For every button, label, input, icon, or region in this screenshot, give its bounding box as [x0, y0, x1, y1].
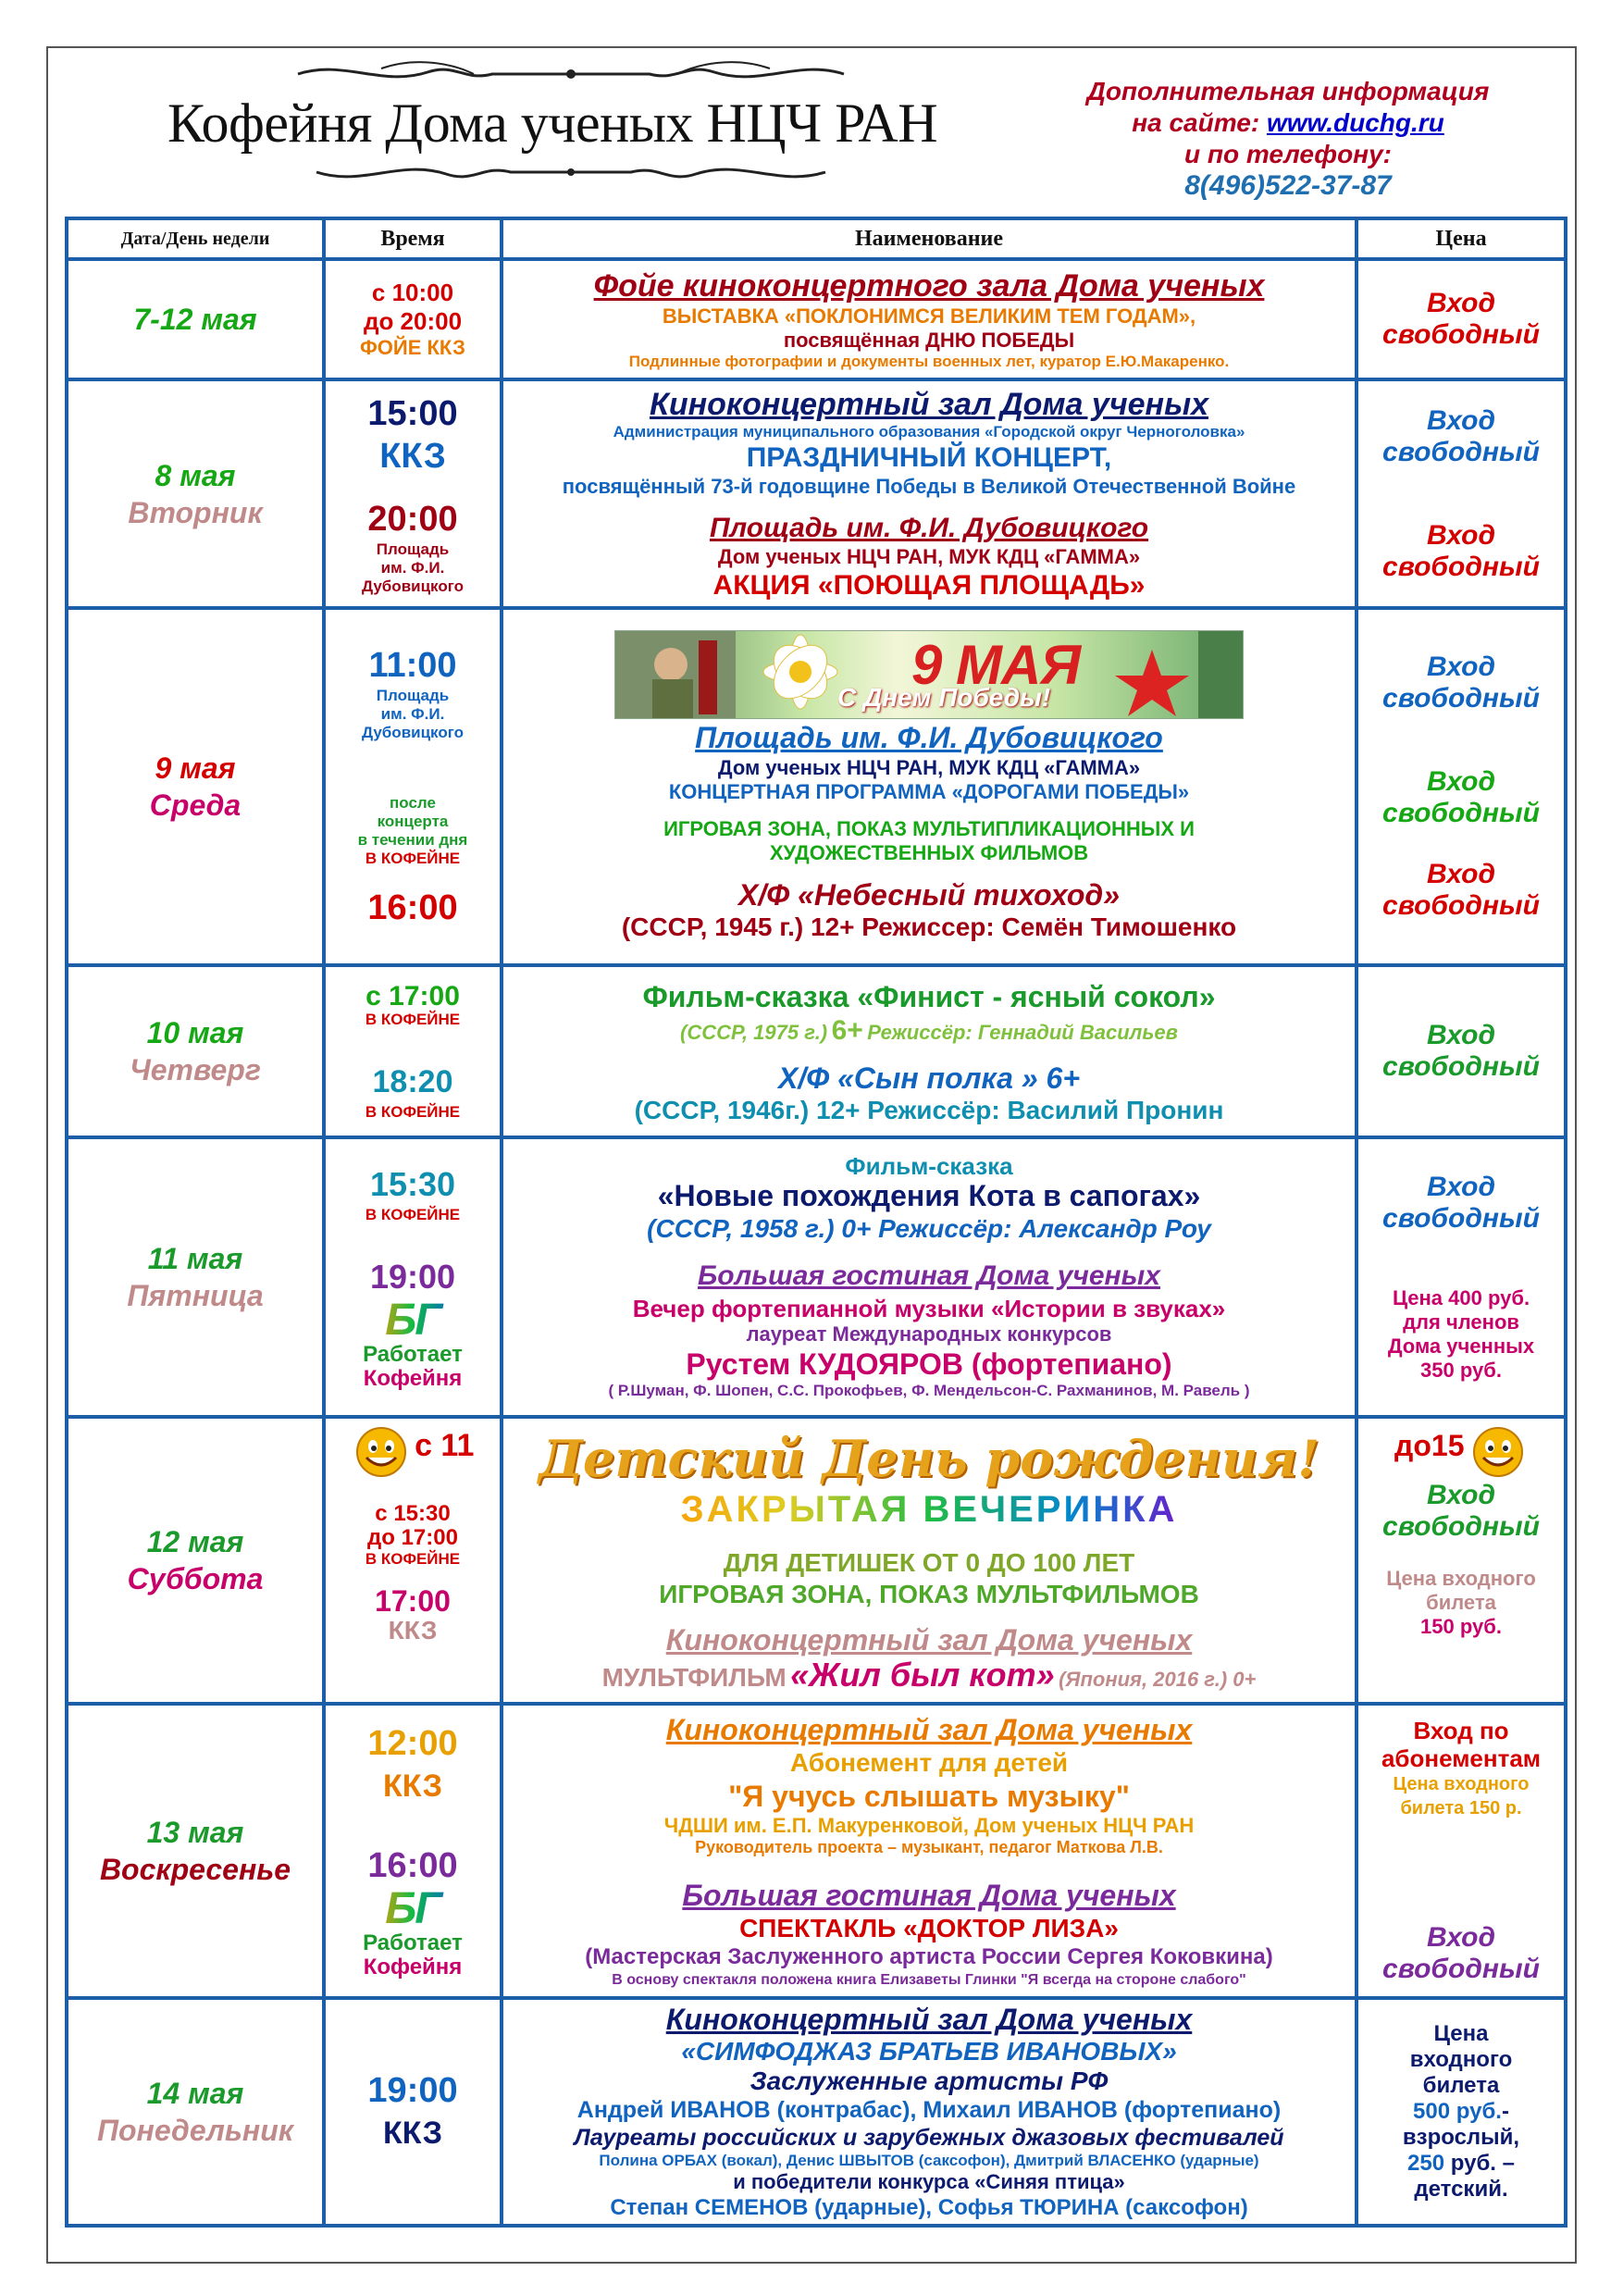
price: Вход — [1426, 1020, 1496, 1050]
price: Цена — [1433, 2021, 1489, 2046]
col-header-name: Наименование — [502, 218, 1357, 259]
price: Вход — [1426, 1922, 1496, 1953]
date-cell — [67, 1998, 324, 2226]
date: 13 мая — [146, 1816, 244, 1849]
cafe-logo — [104, 54, 1038, 211]
note: В основу спектакля положена книга Елизаветы Глинки "Я всегда на стороне слабого" — [612, 1972, 1246, 1988]
event-line: лауреат Международных конкурсов — [746, 1322, 1112, 1346]
film-info: (СССР, 1945 г.) 12+ Режиссер: Семён Тимошенко — [621, 912, 1237, 941]
price: 350 руб. — [1420, 1359, 1502, 1382]
film-title: Х/Ф «Сын полка » 6+ — [777, 1061, 1081, 1095]
venue: Площадь им. Ф.И. Дубовицкого — [695, 721, 1163, 754]
venue: Большая гостиная Дома ученых — [698, 1260, 1160, 1291]
header — [48, 48, 1575, 213]
film-info: (СССР, 1946г.) 12+ Режиссёр: Василий Пронин — [634, 1095, 1224, 1124]
price: свободный — [1382, 1203, 1540, 1234]
event-line: Абонемент для детей — [789, 1748, 1069, 1777]
price: Вход по — [1413, 1717, 1509, 1744]
weekday: Суббота — [127, 1562, 264, 1595]
note: Кофейня — [363, 1366, 463, 1391]
smiley-icon — [352, 1424, 411, 1480]
price-with-smiley — [1362, 1424, 1560, 1480]
cartoon: МУЛЬТФИЛЬМ «Жил был кот» (Япония, 2016 г.) 0+ — [601, 1656, 1257, 1694]
price: Вход — [1426, 766, 1496, 797]
event-title: СПЕКТАКЛЬ «ДОКТОР ЛИЗА» — [739, 1914, 1119, 1942]
col-header-price: Цена — [1357, 218, 1566, 259]
place: ККЗ — [388, 1616, 438, 1644]
table-row — [67, 965, 1566, 1137]
event-desc: посвящённый 73-й годовщине Победы в Великой Отечественной Войне — [562, 474, 1296, 498]
date-cell — [67, 1137, 324, 1417]
closed-party-title: ЗАКРЫТАЯ ВЕЧЕРИНКА — [507, 1488, 1351, 1531]
time: до 17:00 — [367, 1525, 458, 1550]
price: свободный — [1382, 1954, 1540, 1984]
event-line: посвящённая ДНЮ ПОБЕДЫ — [783, 329, 1075, 352]
event-line: ИГРОВАЯ ЗОНА, ПОКАЗ МУЛЬТФИЛЬМОВ — [659, 1580, 1199, 1608]
price-cell — [1357, 608, 1566, 965]
price-cell — [1357, 1137, 1566, 1417]
time-start: с 10:00 — [371, 279, 454, 306]
time: 15:00 — [367, 393, 458, 433]
event-cell — [502, 379, 1357, 608]
venue: Киноконцертный зал Дома ученых — [665, 2003, 1193, 2036]
time-cell — [324, 259, 502, 379]
venue: Фойе киноконцертного зала Дома ученых — [593, 268, 1265, 304]
event-cell — [502, 1704, 1357, 1998]
event-line: и победители конкурса «Синяя птица» — [733, 2170, 1125, 2193]
date-cell — [67, 1704, 324, 1998]
price: Вход — [1426, 859, 1496, 889]
price: Дома ученных — [1387, 1334, 1535, 1358]
price: абонементам — [1381, 1744, 1542, 1772]
place: В КОФЕЙНЕ — [365, 1010, 461, 1028]
event-title: ПРАЗДНИЧНЫЙ КОНЦЕРТ, — [746, 441, 1112, 473]
time: 19:00 — [367, 2071, 458, 2110]
event-note: Подлинные фотографии и документы военных лет, куратор Е.Ю.Макаренко. — [628, 353, 1230, 370]
table-row — [67, 1417, 1566, 1704]
info-line-1: Дополнительная информация — [1086, 77, 1490, 105]
event-title: АКЦИЯ «ПОЮЩАЯ ПЛОЩАДЬ» — [712, 569, 1146, 601]
col-header-time: Время — [324, 218, 502, 259]
price: Вход — [1426, 652, 1496, 682]
event-cell — [502, 1998, 1357, 2226]
price: билета — [1426, 1591, 1496, 1614]
date: 12 мая — [146, 1525, 244, 1558]
venue: Киноконцертный зал Дома ученых — [649, 386, 1209, 422]
price: свободный — [1382, 890, 1540, 921]
price: свободный — [1382, 798, 1540, 828]
spacer — [1362, 1820, 1560, 1922]
price-cell — [1357, 965, 1566, 1137]
table-row — [67, 379, 1566, 608]
date-cell — [67, 259, 324, 379]
time: с 17:00 — [365, 980, 460, 1011]
venue: Площадь им. Ф.И. Дубовицкого — [709, 512, 1149, 543]
place: ККЗ — [379, 436, 446, 476]
film-info: (СССР, 1958 г.) 0+ Режиссёр: Александр Роу — [647, 1214, 1211, 1243]
time-cell — [324, 1704, 502, 1998]
time-cell — [324, 1998, 502, 2226]
date-cell — [67, 608, 324, 965]
price-cell — [1357, 1998, 1566, 2226]
time: с 15:30 — [375, 1501, 451, 1526]
info-line-2: на сайте: www.duchg.ru — [1132, 108, 1444, 137]
bg-logo: БГ — [329, 1887, 496, 1931]
time-end: до 20:00 — [363, 307, 463, 335]
col-header-date: Дата/День недели — [67, 218, 324, 259]
price: свободный — [1382, 551, 1540, 582]
date: 11 мая — [147, 1242, 243, 1275]
date-cell — [67, 379, 324, 608]
price: Вход — [1426, 404, 1496, 436]
price: Вход — [1426, 1172, 1496, 1202]
table-header-row — [67, 218, 1566, 259]
price: входного — [1409, 2047, 1513, 2072]
film-info: (СССР, 1975 г.) 6+ Режиссёр: Геннадий Васильев — [680, 1014, 1178, 1046]
venue: Большая гостиная Дома ученых — [682, 1879, 1176, 1912]
table-row — [67, 259, 1566, 379]
time: с 11 — [415, 1428, 475, 1464]
price-cell — [1357, 259, 1566, 379]
price: Вход — [1426, 519, 1496, 551]
price: свободный — [1382, 1051, 1540, 1082]
place: В КОФЕЙНЕ — [365, 1206, 461, 1223]
price-cell — [1357, 379, 1566, 608]
time: 17:00 — [375, 1584, 451, 1618]
film-title: Х/Ф «Небесный тихоход» — [738, 878, 1120, 912]
note: Руководитель проекта – музыкант, педагог Маткова Л.В. — [695, 1838, 1163, 1856]
date: 7-12 мая — [133, 303, 257, 336]
place: ФОЙЕ ККЗ — [360, 336, 465, 359]
event-cell — [502, 259, 1357, 379]
table-row — [67, 1704, 1566, 1998]
event-line: ХУДОЖЕСТВЕННЫХ ФИЛЬМОВ — [769, 841, 1089, 864]
event-cell — [502, 1417, 1357, 1704]
event-line: Андрей ИВАНОВ (контрабас), Михаил ИВАНОВ (фортепиано) — [576, 2097, 1282, 2123]
organizer: Администрация муниципального образования «Городской округ Черноголовка» — [613, 422, 1245, 441]
banner-small-text: С Днем Победы! — [837, 683, 1051, 712]
table-row — [67, 1998, 1566, 2226]
banner-big-text: 9 МАЯ — [911, 634, 1081, 696]
price: Вход — [1426, 288, 1496, 318]
price-cell — [1357, 1704, 1566, 1998]
time-cell — [324, 1137, 502, 1417]
event-line: Заслуженные артисты РФ — [750, 2066, 1109, 2095]
date: 9 мая — [155, 751, 236, 785]
price: для членов — [1403, 1310, 1519, 1334]
price: детский. — [1414, 2177, 1508, 2202]
table-row — [67, 608, 1566, 965]
price: свободный — [1382, 1511, 1540, 1542]
time: 16:00 — [367, 888, 458, 927]
price-cell — [1357, 1417, 1566, 1704]
time-cell — [324, 379, 502, 608]
time-with-smiley — [329, 1424, 496, 1480]
time: 18:20 — [372, 1063, 453, 1099]
ornament-bottom-icon — [104, 155, 1038, 192]
contact-info — [992, 76, 1584, 202]
spacer — [329, 1480, 496, 1502]
event-cell — [502, 608, 1357, 965]
price: свободный — [1382, 683, 1540, 714]
note: Кофейня — [363, 1955, 463, 1980]
note: после — [390, 794, 436, 812]
date: 10 мая — [146, 1016, 244, 1049]
note: Полина ОРБАХ (вокал), Денис ШВЫТОВ (саксофон), Дмитрий ВЛАСЕНКО (ударные) — [599, 2152, 1259, 2169]
time: 15:30 — [369, 1165, 456, 1203]
event-title: КОНЦЕРТНАЯ ПРОГРАММА «ДОРОГАМИ ПОБЕДЫ» — [668, 780, 1190, 803]
price: свободный — [1382, 319, 1540, 350]
bg-logo: БГ — [329, 1298, 496, 1343]
date: 8 мая — [155, 458, 236, 492]
date: 14 мая — [146, 2077, 244, 2110]
weekday: Вторник — [128, 495, 263, 529]
weekday: Понедельник — [96, 2114, 294, 2147]
event-title: "Я учусь слышать музыку" — [728, 1780, 1130, 1813]
phone-number: 8(496)522-37-87 — [1184, 170, 1392, 201]
place: В КОФЕЙНЕ — [365, 1550, 461, 1568]
film-title: «Новые похождения Кота в сапогах» — [657, 1179, 1201, 1212]
weekday: Среда — [149, 788, 242, 822]
info-line-3: и по телефону: — [1184, 140, 1392, 168]
place: им. Ф.И. — [380, 558, 445, 577]
time: 19:00 — [369, 1258, 456, 1296]
venue: Киноконцертный зал Дома ученых — [665, 1623, 1193, 1657]
note: Работает — [363, 1342, 463, 1367]
event-line: Степан СЕМЕНОВ (ударные), Софья ТЮРИНА (саксофон) — [610, 2195, 1248, 2220]
time-cell — [324, 608, 502, 965]
price: 250 руб. – — [1407, 2151, 1515, 2176]
weekday: Четверг — [130, 1053, 261, 1086]
event-cell — [502, 1137, 1357, 1417]
time-cell — [324, 965, 502, 1137]
weekday: Пятница — [127, 1279, 264, 1312]
price: билета — [1422, 2073, 1500, 2098]
organizer: Дом ученых НЦЧ РАН, МУК КДЦ «ГАММА» — [717, 544, 1141, 568]
smiley-icon — [1468, 1424, 1528, 1480]
film-title: Фильм-сказка «Финист - ясный сокол» — [642, 979, 1216, 1013]
event-cell — [502, 965, 1357, 1137]
venue: Киноконцертный зал Дома ученых — [665, 1713, 1193, 1746]
place: ККЗ — [382, 2116, 443, 2151]
note: в течении дня — [357, 831, 468, 849]
note: В КОФЕЙНЕ — [365, 850, 461, 867]
event-title: Вечер фортепианной музыки «Истории в звуках» — [632, 1295, 1226, 1322]
time: 11:00 — [368, 646, 457, 685]
schedule-table — [65, 217, 1567, 2228]
kids-birthday-title: Детский День рождения! — [539, 1429, 1319, 1488]
price: 500 руб.- — [1413, 2099, 1509, 2124]
price: 150 руб. — [1420, 1615, 1502, 1638]
spacer — [329, 1807, 496, 1844]
place: Площадь — [376, 687, 450, 704]
price: Цена входного — [1386, 1567, 1536, 1590]
price: Цена входного — [1393, 1774, 1530, 1794]
event-line: ДЛЯ ДЕТИШЕК ОТ 0 ДО 100 ЛЕТ — [723, 1548, 1135, 1577]
page-frame — [46, 46, 1577, 2264]
time: 16:00 — [367, 1846, 458, 1885]
price: свободный — [1382, 436, 1540, 467]
place: Дубовицкого — [362, 724, 464, 741]
composers: ( Р.Шуман, Ф. Шопен, С.С. Прокофьев, Ф. Мендельсон-С. Рахманинов, М. Равель ) — [608, 1382, 1250, 1399]
weekday: Воскресенье — [99, 1853, 291, 1886]
event-title: «СИМФОДЖАЗ БРАТЬЕВ ИВАНОВЫХ» — [681, 2037, 1177, 2066]
genre: Фильм-сказка — [845, 1152, 1013, 1180]
victory-day-banner — [614, 630, 1244, 719]
performer: Рустем КУДОЯРОВ (фортепиано) — [686, 1347, 1172, 1381]
time-cell — [324, 1417, 502, 1704]
price: Цена 400 руб. — [1392, 1286, 1530, 1309]
time: 12:00 — [367, 1724, 458, 1763]
place: им. Ф.И. — [380, 705, 445, 723]
place: ККЗ — [382, 1769, 443, 1804]
date-cell — [67, 1417, 324, 1704]
price: билета 150 р. — [1400, 1798, 1522, 1818]
place: Дубовицкого — [362, 577, 464, 595]
note: Работает — [363, 1930, 463, 1955]
time: 20:00 — [367, 499, 458, 539]
price: Вход — [1426, 1480, 1496, 1510]
website-link[interactable]: www.duchg.ru — [1266, 108, 1444, 137]
price: взрослый, — [1402, 2125, 1520, 2150]
ornament-top-icon — [104, 54, 1038, 91]
organizer: Дом ученых НЦЧ РАН, МУК КДЦ «ГАММА» — [717, 756, 1141, 779]
page-title: Кофейня Дома ученых НЦЧ РАН — [167, 93, 938, 154]
note: концерта — [377, 813, 449, 830]
event-line: (Мастерская Заслуженного артиста России Сергея Коковкина) — [585, 1944, 1273, 1969]
place: Площадь — [376, 540, 450, 558]
price: до15 — [1394, 1429, 1465, 1463]
organizer: ЧДШИ им. Е.П. Макуренковой, Дом ученых НЦЧ РАН — [663, 1814, 1195, 1837]
event-line: Лауреаты российских и зарубежных джазовых фестивалей — [574, 2125, 1284, 2151]
place: В КОФЕЙНЕ — [365, 1102, 461, 1121]
date-cell — [67, 965, 324, 1137]
table-row — [67, 1137, 1566, 1417]
event-line: ИГРОВАЯ ЗОНА, ПОКАЗ МУЛЬТИПЛИКАЦИОННЫХ И — [663, 817, 1195, 840]
event-line: ВЫСТАВКА «ПОКЛОНИМСЯ ВЕЛИКИМ ТЕМ ГОДАМ», — [662, 304, 1196, 328]
